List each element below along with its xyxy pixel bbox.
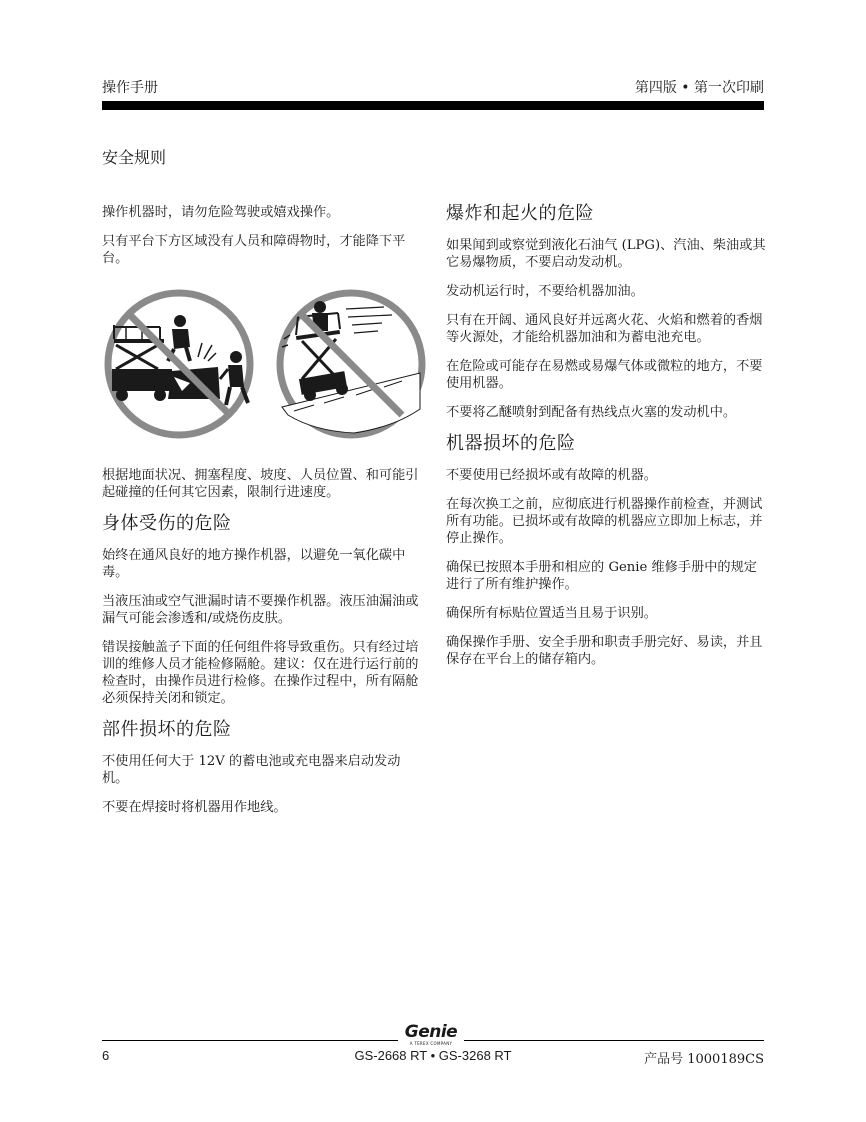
heading-explosion-fire: 爆炸和起火的危险 bbox=[446, 203, 594, 224]
header-manual-title: 操作手册 bbox=[102, 80, 158, 96]
paragraph: 在危险或可能存在易燃或易爆气体或微粒的地方，不要使用机器。 bbox=[446, 359, 763, 391]
logo-tagline: A TEREX COMPANY bbox=[409, 1041, 453, 1046]
right-column bbox=[446, 203, 768, 680]
prohibition-pictograms bbox=[102, 287, 424, 449]
paragraph: 如果闻到或察觉到液化石油气 (LPG)、汽油、柴油或其它易爆物质，不要启动发动机。 bbox=[446, 238, 766, 270]
paragraph: 错误接触盖子下面的任何组件将导致重伤。只有经过培训的维修人员才能检修隔舱。建议：仅在进行运行前的检查时，由操作员进行检修。在操作过程中，所有隔舱必须保持关闭和锁定。 bbox=[102, 640, 419, 706]
paragraph: 确保操作手册、安全手册和职责手册完好、易读，并且保存在平台上的储存箱内。 bbox=[446, 635, 763, 667]
no-driving-on-slope-icon bbox=[274, 287, 428, 441]
footer-rule-left bbox=[102, 1040, 398, 1041]
heading-bodily-injury: 身体受伤的危险 bbox=[102, 513, 232, 534]
paragraph: 确保所有标贴位置适当且易于识别。 bbox=[446, 606, 657, 621]
paragraph: 根据地面状况、拥塞程度、坡度、人员位置、和可能引起碰撞的任何其它因素，限制行进速度。 bbox=[102, 468, 419, 500]
heading-component-damage: 部件损坏的危险 bbox=[102, 719, 232, 740]
paragraph: 始终在通风良好的地方操作机器，以避免一氧化碳中毒。 bbox=[102, 548, 406, 580]
paragraph: 不要使用已经损坏或有故障的机器。 bbox=[446, 468, 657, 483]
paragraph: 在每次换工之前，应彻底进行机器操作前检查，并测试所有功能。已损坏或有故障的机器应立即加上标志，并停止操作。 bbox=[446, 497, 763, 546]
paragraph: 确保已按照本手册和相应的 Genie 维修手册中的规定进行了所有维护操作。 bbox=[446, 560, 757, 592]
paragraph: 当液压油或空气泄漏时请不要操作机器。液压油漏油或漏气可能会渗透和/或烧伤皮肤。 bbox=[102, 594, 419, 626]
header-rule-bar bbox=[102, 101, 764, 110]
paragraph: 操作机器时，请勿危险驾驶或嬉戏操作。 bbox=[102, 205, 340, 220]
paragraph: 不要将乙醚喷射到配备有热线点火塞的发动机中。 bbox=[446, 405, 737, 420]
part-number: 产品号 1000189CS bbox=[644, 1052, 764, 1067]
paragraph: 只有平台下方区域没有人员和障碍物时，才能降下平台。 bbox=[102, 234, 406, 266]
paragraph: 发动机运行时，不要给机器加油。 bbox=[446, 284, 644, 299]
page-number: 6 bbox=[102, 1048, 110, 1063]
heading-machine-damage: 机器损坏的危险 bbox=[446, 433, 576, 454]
model-name: GS-2668 RT • GS-3268 RT bbox=[354, 1048, 512, 1063]
footer-rule-right bbox=[464, 1040, 764, 1041]
logo-wordmark: Genie bbox=[404, 1022, 458, 1042]
paragraph: 不使用任何大于 12V 的蓄电池或充电器来启动发动机。 bbox=[102, 754, 401, 786]
paragraph: 不要在焊接时将机器用作地线。 bbox=[102, 800, 287, 815]
section-label: 安全规则 bbox=[102, 148, 167, 167]
left-column bbox=[102, 204, 424, 828]
no-lowering-onto-people-icon bbox=[102, 287, 256, 441]
header-edition: 第四版 • 第一次印刷 bbox=[634, 80, 764, 96]
paragraph: 只有在开阔、通风良好并远离火花、火焰和燃着的香烟等火源处，才能给机器加油和为蓄电池充电。 bbox=[446, 313, 763, 345]
genie-logo bbox=[400, 1023, 462, 1046]
